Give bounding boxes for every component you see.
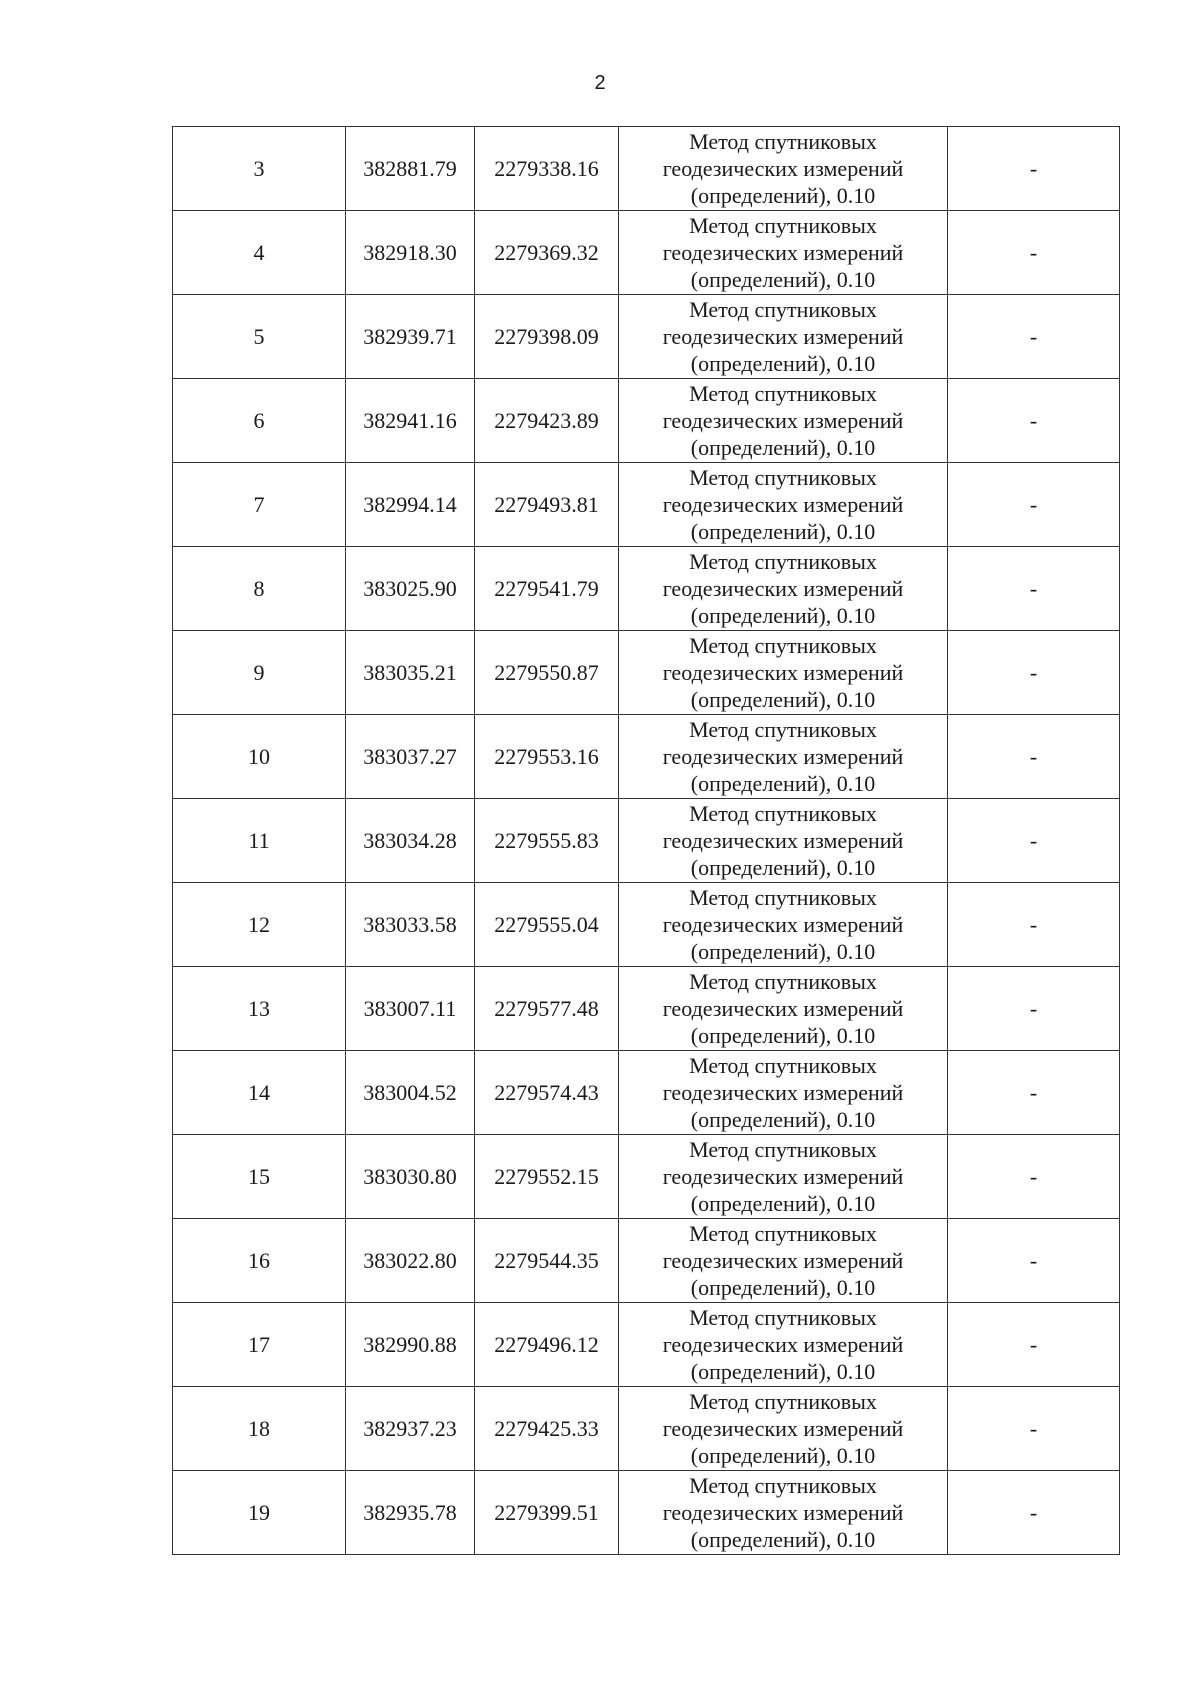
method-line: геодезических измерений xyxy=(662,912,904,937)
point-number-cell: 16 xyxy=(173,1219,346,1303)
method-line: Метод спутниковых xyxy=(689,1305,877,1330)
note-cell: - xyxy=(948,967,1120,1051)
x-coordinate-cell: 383034.28 xyxy=(346,799,475,883)
method-line: Метод спутниковых xyxy=(689,1137,877,1162)
method-line: (определений), 0.10 xyxy=(690,771,876,796)
x-coordinate-cell: 383025.90 xyxy=(346,547,475,631)
x-coordinate-cell: 382994.14 xyxy=(346,463,475,547)
point-number-cell: 14 xyxy=(173,1051,346,1135)
method-cell xyxy=(619,1471,948,1555)
y-coordinate-cell: 2279338.16 xyxy=(475,127,619,211)
table-row xyxy=(173,127,1120,211)
table-row xyxy=(173,463,1120,547)
method-cell xyxy=(619,211,948,295)
table-row xyxy=(173,883,1120,967)
table-row xyxy=(173,295,1120,379)
point-number-cell: 7 xyxy=(173,463,346,547)
y-coordinate-cell: 2279541.79 xyxy=(475,547,619,631)
y-coordinate-cell: 2279544.35 xyxy=(475,1219,619,1303)
page-number: 2 xyxy=(594,72,606,94)
table-row xyxy=(173,631,1120,715)
x-coordinate-cell: 383037.27 xyxy=(346,715,475,799)
y-coordinate-cell: 2279577.48 xyxy=(475,967,619,1051)
x-coordinate-cell: 383033.58 xyxy=(346,883,475,967)
method-cell xyxy=(619,127,948,211)
point-number-cell: 4 xyxy=(173,211,346,295)
method-cell xyxy=(619,295,948,379)
x-coordinate-cell: 382939.71 xyxy=(346,295,475,379)
table-row xyxy=(173,1135,1120,1219)
method-line: геодезических измерений xyxy=(662,660,904,685)
point-number-cell: 12 xyxy=(173,883,346,967)
method-line: Метод спутниковых xyxy=(689,969,877,994)
note-cell: - xyxy=(948,379,1120,463)
coordinates-table xyxy=(172,126,1120,1555)
method-line: Метод спутниковых xyxy=(689,297,877,322)
method-cell xyxy=(619,379,948,463)
note-cell: - xyxy=(948,715,1120,799)
point-number-cell: 8 xyxy=(173,547,346,631)
y-coordinate-cell: 2279398.09 xyxy=(475,295,619,379)
method-line: Метод спутниковых xyxy=(689,465,877,490)
y-coordinate-cell: 2279555.04 xyxy=(475,883,619,967)
y-coordinate-cell: 2279553.16 xyxy=(475,715,619,799)
method-line: геодезических измерений xyxy=(662,996,904,1021)
method-line: геодезических измерений xyxy=(662,1080,904,1105)
method-cell xyxy=(619,463,948,547)
note-cell: - xyxy=(948,1051,1120,1135)
method-line: (определений), 0.10 xyxy=(690,1275,876,1300)
method-line: Метод спутниковых xyxy=(689,129,877,154)
method-line: Метод спутниковых xyxy=(689,549,877,574)
point-number-cell: 6 xyxy=(173,379,346,463)
note-cell: - xyxy=(948,295,1120,379)
point-number-cell: 18 xyxy=(173,1387,346,1471)
method-line: (определений), 0.10 xyxy=(690,351,876,376)
note-cell: - xyxy=(948,127,1120,211)
y-coordinate-cell: 2279369.32 xyxy=(475,211,619,295)
method-cell xyxy=(619,1135,948,1219)
y-coordinate-cell: 2279550.87 xyxy=(475,631,619,715)
method-cell xyxy=(619,1219,948,1303)
method-line: геодезических измерений xyxy=(662,1248,904,1273)
method-line: (определений), 0.10 xyxy=(690,687,876,712)
point-number-cell: 3 xyxy=(173,127,346,211)
note-cell: - xyxy=(948,631,1120,715)
method-line: (определений), 0.10 xyxy=(690,855,876,880)
method-line: Метод спутниковых xyxy=(689,633,877,658)
method-line: геодезических измерений xyxy=(662,744,904,769)
method-line: Метод спутниковых xyxy=(689,1389,877,1414)
method-line: геодезических измерений xyxy=(662,492,904,517)
y-coordinate-cell: 2279555.83 xyxy=(475,799,619,883)
method-line: (определений), 0.10 xyxy=(690,939,876,964)
note-cell: - xyxy=(948,799,1120,883)
method-line: геодезических измерений xyxy=(662,828,904,853)
point-number-cell: 5 xyxy=(173,295,346,379)
x-coordinate-cell: 383004.52 xyxy=(346,1051,475,1135)
method-line: геодезических измерений xyxy=(662,1332,904,1357)
method-line: (определений), 0.10 xyxy=(690,1107,876,1132)
note-cell: - xyxy=(948,463,1120,547)
note-cell: - xyxy=(948,1471,1120,1555)
y-coordinate-cell: 2279423.89 xyxy=(475,379,619,463)
table-row xyxy=(173,547,1120,631)
method-line: геодезических измерений xyxy=(662,1416,904,1441)
note-cell: - xyxy=(948,1387,1120,1471)
table-row xyxy=(173,1051,1120,1135)
point-number-cell: 19 xyxy=(173,1471,346,1555)
point-number-cell: 11 xyxy=(173,799,346,883)
method-line: (определений), 0.10 xyxy=(690,1443,876,1468)
y-coordinate-cell: 2279496.12 xyxy=(475,1303,619,1387)
x-coordinate-cell: 382937.23 xyxy=(346,1387,475,1471)
note-cell: - xyxy=(948,211,1120,295)
method-line: (определений), 0.10 xyxy=(690,183,876,208)
note-cell: - xyxy=(948,547,1120,631)
y-coordinate-cell: 2279425.33 xyxy=(475,1387,619,1471)
method-line: (определений), 0.10 xyxy=(690,435,876,460)
method-cell xyxy=(619,799,948,883)
table-row xyxy=(173,379,1120,463)
x-coordinate-cell: 382918.30 xyxy=(346,211,475,295)
table-row xyxy=(173,1387,1120,1471)
point-number-cell: 15 xyxy=(173,1135,346,1219)
method-line: (определений), 0.10 xyxy=(690,1191,876,1216)
method-line: Метод спутниковых xyxy=(689,381,877,406)
table-row xyxy=(173,1219,1120,1303)
method-cell xyxy=(619,1051,948,1135)
table-row xyxy=(173,1303,1120,1387)
table-row xyxy=(173,1471,1120,1555)
method-line: геодезических измерений xyxy=(662,324,904,349)
x-coordinate-cell: 382990.88 xyxy=(346,1303,475,1387)
coordinates-table-body xyxy=(173,127,1120,1555)
method-line: геодезических измерений xyxy=(662,1164,904,1189)
table-row xyxy=(173,799,1120,883)
y-coordinate-cell: 2279574.43 xyxy=(475,1051,619,1135)
method-line: (определений), 0.10 xyxy=(690,1527,876,1552)
method-line: Метод спутниковых xyxy=(689,213,877,238)
method-line: Метод спутниковых xyxy=(689,717,877,742)
y-coordinate-cell: 2279493.81 xyxy=(475,463,619,547)
method-line: Метод спутниковых xyxy=(689,1473,877,1498)
method-cell xyxy=(619,883,948,967)
table-row xyxy=(173,967,1120,1051)
note-cell: - xyxy=(948,1135,1120,1219)
method-line: геодезических измерений xyxy=(662,1500,904,1525)
note-cell: - xyxy=(948,1219,1120,1303)
point-number-cell: 10 xyxy=(173,715,346,799)
method-line: геодезических измерений xyxy=(662,576,904,601)
x-coordinate-cell: 382941.16 xyxy=(346,379,475,463)
x-coordinate-cell: 383022.80 xyxy=(346,1219,475,1303)
x-coordinate-cell: 383007.11 xyxy=(346,967,475,1051)
method-cell xyxy=(619,1387,948,1471)
method-line: Метод спутниковых xyxy=(689,801,877,826)
method-line: (определений), 0.10 xyxy=(690,267,876,292)
table-row xyxy=(173,715,1120,799)
method-cell xyxy=(619,715,948,799)
point-number-cell: 9 xyxy=(173,631,346,715)
method-line: Метод спутниковых xyxy=(689,1053,877,1078)
method-cell xyxy=(619,1303,948,1387)
method-line: Метод спутниковых xyxy=(689,885,877,910)
method-line: (определений), 0.10 xyxy=(690,1023,876,1048)
note-cell: - xyxy=(948,883,1120,967)
method-line: Метод спутниковых xyxy=(689,1221,877,1246)
table-row xyxy=(173,211,1120,295)
note-cell: - xyxy=(948,1303,1120,1387)
method-line: геодезических измерений xyxy=(662,408,904,433)
x-coordinate-cell: 382935.78 xyxy=(346,1471,475,1555)
method-line: (определений), 0.10 xyxy=(690,519,876,544)
method-line: геодезических измерений xyxy=(662,240,904,265)
y-coordinate-cell: 2279552.15 xyxy=(475,1135,619,1219)
method-line: (определений), 0.10 xyxy=(690,603,876,628)
point-number-cell: 13 xyxy=(173,967,346,1051)
x-coordinate-cell: 383035.21 xyxy=(346,631,475,715)
x-coordinate-cell: 383030.80 xyxy=(346,1135,475,1219)
method-cell xyxy=(619,547,948,631)
x-coordinate-cell: 382881.79 xyxy=(346,127,475,211)
method-cell xyxy=(619,631,948,715)
y-coordinate-cell: 2279399.51 xyxy=(475,1471,619,1555)
method-line: (определений), 0.10 xyxy=(690,1359,876,1384)
method-cell xyxy=(619,967,948,1051)
point-number-cell: 17 xyxy=(173,1303,346,1387)
method-line: геодезических измерений xyxy=(662,156,904,181)
